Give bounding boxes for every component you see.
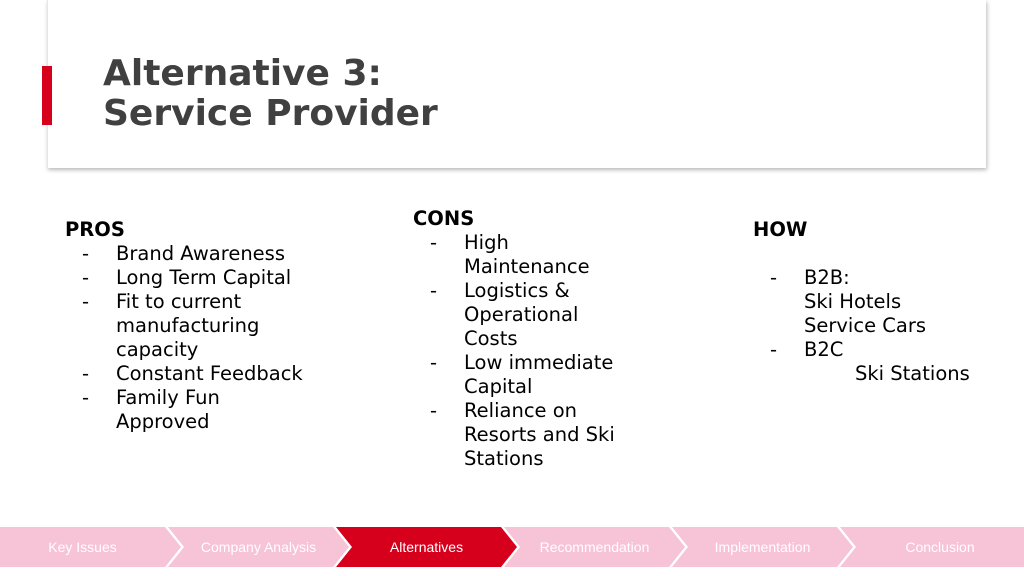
list-item: - Reliance on Resorts and Ski Stations bbox=[413, 399, 673, 471]
list-item-text: B2B: bbox=[804, 266, 850, 289]
list-item-text: B2C bbox=[804, 338, 844, 361]
list-item-text: Fit to current bbox=[116, 290, 242, 313]
list-item-text: Maintenance bbox=[464, 255, 590, 278]
list-item: - Logistics & Operational Costs bbox=[413, 279, 673, 351]
list-item-text: Ski Hotels bbox=[804, 290, 902, 313]
list-item-text: Brand Awareness bbox=[116, 242, 285, 265]
list-item-text: Family Fun bbox=[116, 386, 220, 409]
list-item: - Constant Feedback bbox=[65, 362, 365, 386]
pros-column bbox=[65, 218, 365, 434]
section-nav bbox=[0, 527, 1024, 567]
list-item-text: Logistics & bbox=[464, 279, 570, 302]
list-item-text: manufacturing bbox=[116, 314, 260, 337]
how-heading: HOW bbox=[753, 218, 808, 241]
nav-item-alternatives[interactable]: Alternatives bbox=[389, 539, 464, 555]
list-item: - Fit to current manufacturing capacity bbox=[65, 290, 365, 362]
page-title bbox=[103, 54, 438, 134]
list-item-text: Ski Stations bbox=[855, 362, 970, 385]
list-item: - Long Term Capital bbox=[65, 266, 365, 290]
list-item-text: Approved bbox=[116, 410, 210, 433]
list-item-text: Low immediate bbox=[464, 351, 614, 374]
list-item-text: Service Cars bbox=[804, 314, 927, 337]
page-title-line-1: Alternative 3: bbox=[103, 53, 382, 94]
cons-column bbox=[413, 207, 673, 471]
nav-item-company-analysis[interactable]: Company Analysis bbox=[200, 539, 317, 555]
nav-item-implementation[interactable]: Implementation bbox=[714, 539, 811, 555]
list-item-text: Long Term Capital bbox=[116, 266, 292, 289]
list-item-text: Reliance on bbox=[464, 399, 578, 422]
nav-item-conclusion[interactable]: Conclusion bbox=[905, 539, 975, 555]
list-item: - B2B: Ski Hotels Service Cars bbox=[753, 266, 1013, 338]
list-item: - Family Fun Approved bbox=[65, 386, 365, 434]
pros-list bbox=[65, 242, 365, 434]
list-item-text: Capital bbox=[464, 375, 533, 398]
how-column bbox=[753, 218, 1013, 386]
nav-item-recommendation[interactable]: Recommendation bbox=[539, 539, 650, 555]
list-item: - Low immediate Capital bbox=[413, 351, 673, 399]
list-item-text: capacity bbox=[116, 338, 199, 361]
cons-heading: CONS bbox=[413, 207, 475, 230]
list-item-text: Costs bbox=[464, 327, 518, 350]
cons-list bbox=[413, 231, 673, 471]
how-list bbox=[753, 266, 1013, 386]
list-item-text: High bbox=[464, 231, 509, 254]
nav-item-key-issues[interactable]: Key Issues bbox=[48, 539, 117, 555]
list-item: - Brand Awareness bbox=[65, 242, 365, 266]
page-title-line-2: Service Provider bbox=[103, 93, 438, 134]
accent-bar bbox=[42, 66, 52, 125]
list-item-text: Stations bbox=[464, 447, 544, 470]
list-item: - High Maintenance bbox=[413, 231, 673, 279]
list-item-text: Operational bbox=[464, 303, 579, 326]
pros-heading: PROS bbox=[65, 218, 125, 241]
list-item-text: Resorts and Ski bbox=[464, 423, 615, 446]
list-item-text: Constant Feedback bbox=[116, 362, 303, 385]
list-item: - B2C Ski Stations bbox=[753, 338, 1013, 386]
